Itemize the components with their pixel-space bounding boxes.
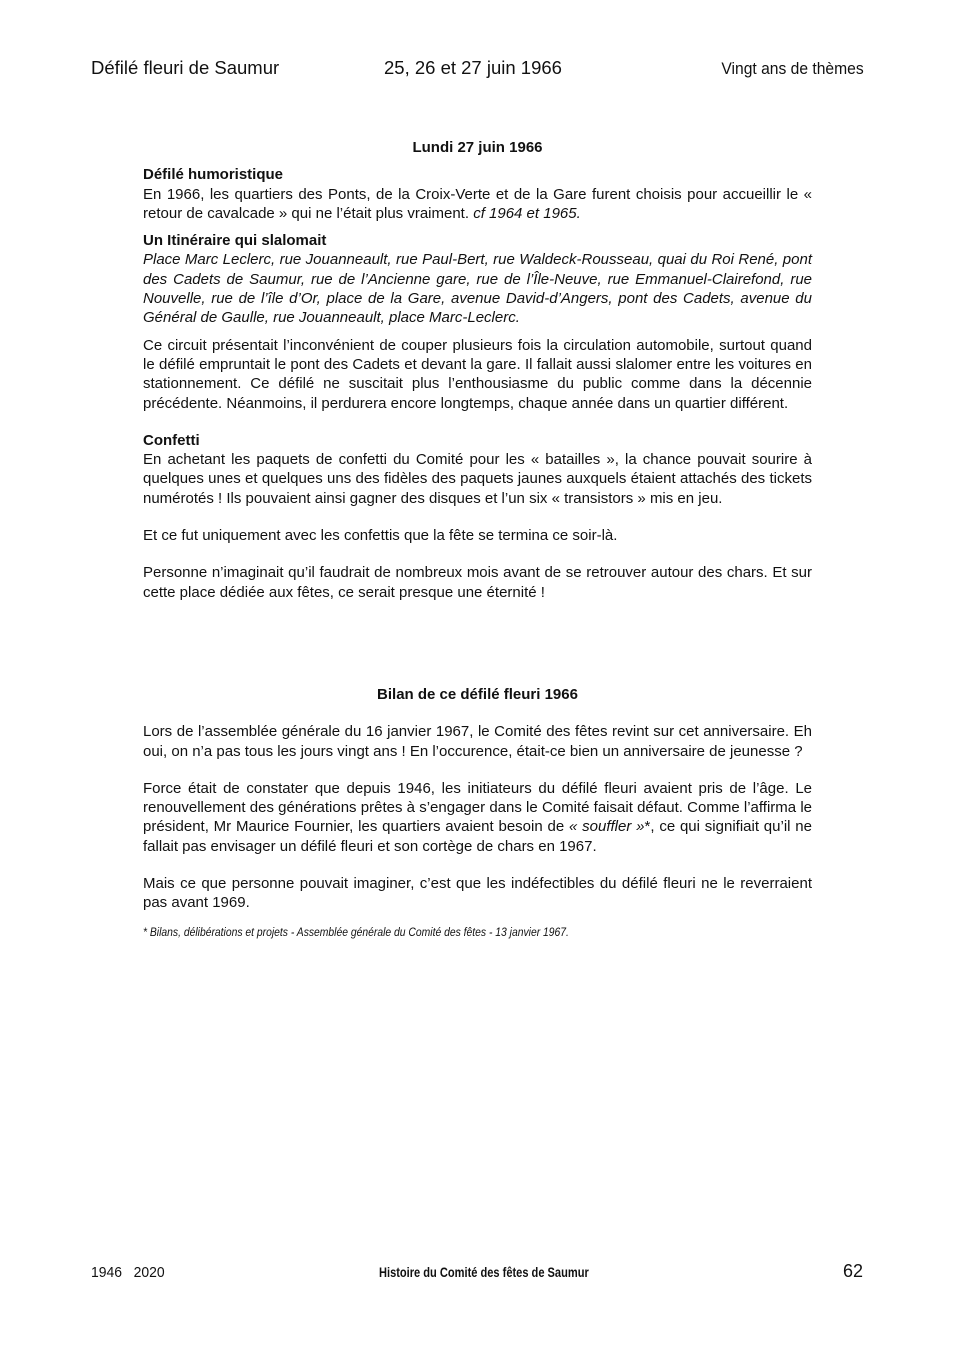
section-title-bilan: Bilan de ce défilé fleuri 1966	[377, 685, 578, 703]
footer-book-title: Histoire du Comité des fêtes de Saumur	[379, 1265, 589, 1280]
paragraph-circuit: Ce circuit présentait l’inconvénient de couper plusieurs fois la circulation automobile, surtout quand le défilé empruntait le pont des Cadets et devant la gare. Il fallait aussi slalomer entre les voitures en stationnement. Ce défilé ne suscitait plus l’enthousiasme du public comme dans la décennie précédente. Néanmoins, il perdurera encore longtemps, chaque année dans un quartier différent.	[143, 336, 812, 412]
header-right-title: Vingt ans de thèmes	[721, 59, 864, 78]
bilan-2-text-a: Force était de constater que depuis 1946, les initiateurs du défilé fleuri avaient pris de l’âge. Le renouvellement des générations prêtes à s’engager dans le Comité faisait défaut. Comme l’affirma le président, Mr Maurice Fournier, les quartiers avaient besoin de	[143, 779, 812, 836]
header-left-title: Défilé fleuri de Saumur	[91, 57, 280, 78]
paragraph-closing: Personne n’imaginait qu’il faudrait de nombreux mois avant de se retrouver autour des chars. Et sur cette place dédiée aux fêtes, ce serait presque une éternité !	[143, 564, 812, 601]
footer-years: 1946 2020	[91, 1264, 165, 1281]
bilan-2-text-b: *, ce qui signifiait qu’il ne fallait pas envisager un défilé fleuri et son cortège de chars en 1967.	[143, 818, 812, 855]
humor-reference: cf 1964 et 1965.	[473, 204, 581, 222]
header-date: 25, 26 et 27 juin 1966	[384, 57, 562, 78]
document-body	[143, 138, 812, 941]
paragraph-route: Place Marc Leclerc, rue Jouanneault, rue Paul-Bert, rue Waldeck-Rousseau, quai du Roi René, pont des Cadets de Saumur, rue de l’Ancienne gare, rue de l’Île-Neuve, rue Emmanuel-Clairefond, rue Nouvelle, rue de l’île d’Or, place de la Gare, avenue David-d’Angers, pont des Cadets, avenue du Général de Gaulle, rue Jouanneault, place Marc-Leclerc.	[143, 251, 812, 327]
paragraph-bilan-2	[143, 779, 812, 856]
footnote: * Bilans, délibérations et projets - Assemblée générale du Comité des fêtes - 13 janvier 1967.	[143, 926, 569, 939]
paragraph-confetti: En achetant les paquets de confetti du Comité pour les « batailles », la chance pouvait sourire à quelques unes et quelques uns des fidèles des paquets jaunes auxquels étaient attachés des tickets numérotés ! Ils pouvaient ainsi gagner des disques et l’un six « transistors » mis en jeu.	[143, 451, 812, 507]
paragraph-humor	[143, 185, 812, 224]
humor-text: En 1966, les quartiers des Ponts, de la Croix-Verte et de la Gare furent choisis pour accueillir le « retour de cavalcade » qui ne l’était plus vraiment.	[143, 185, 812, 222]
subheading-confetti: Confetti	[143, 431, 200, 449]
page-number: 62	[842, 1261, 863, 1281]
paragraph-bilan-1: Lors de l’assemblée générale du 16 janvier 1967, le Comité des fêtes revint sur cet anniversaire. Eh oui, on n’a pas tous les jours vingt ans ! En l’occurence, était-ce bien un anniversaire de jeunesse ?	[143, 723, 812, 760]
paragraph-bilan-3: Mais ce que personne pouvait imaginer, c’est que les indéfectibles du défilé fleuri ne le reverraient pas avant 1969.	[143, 875, 812, 912]
bilan-2-quote: « souffler »	[569, 818, 645, 836]
subheading-route: Un Itinéraire qui slalomait	[143, 232, 327, 250]
subheading-humor: Défilé humoristique	[143, 166, 284, 184]
paragraph-end: Et ce fut uniquement avec les confettis que la fête se termina ce soir-là.	[143, 527, 618, 545]
section-title-monday: Lundi 27 juin 1966	[412, 139, 543, 156]
